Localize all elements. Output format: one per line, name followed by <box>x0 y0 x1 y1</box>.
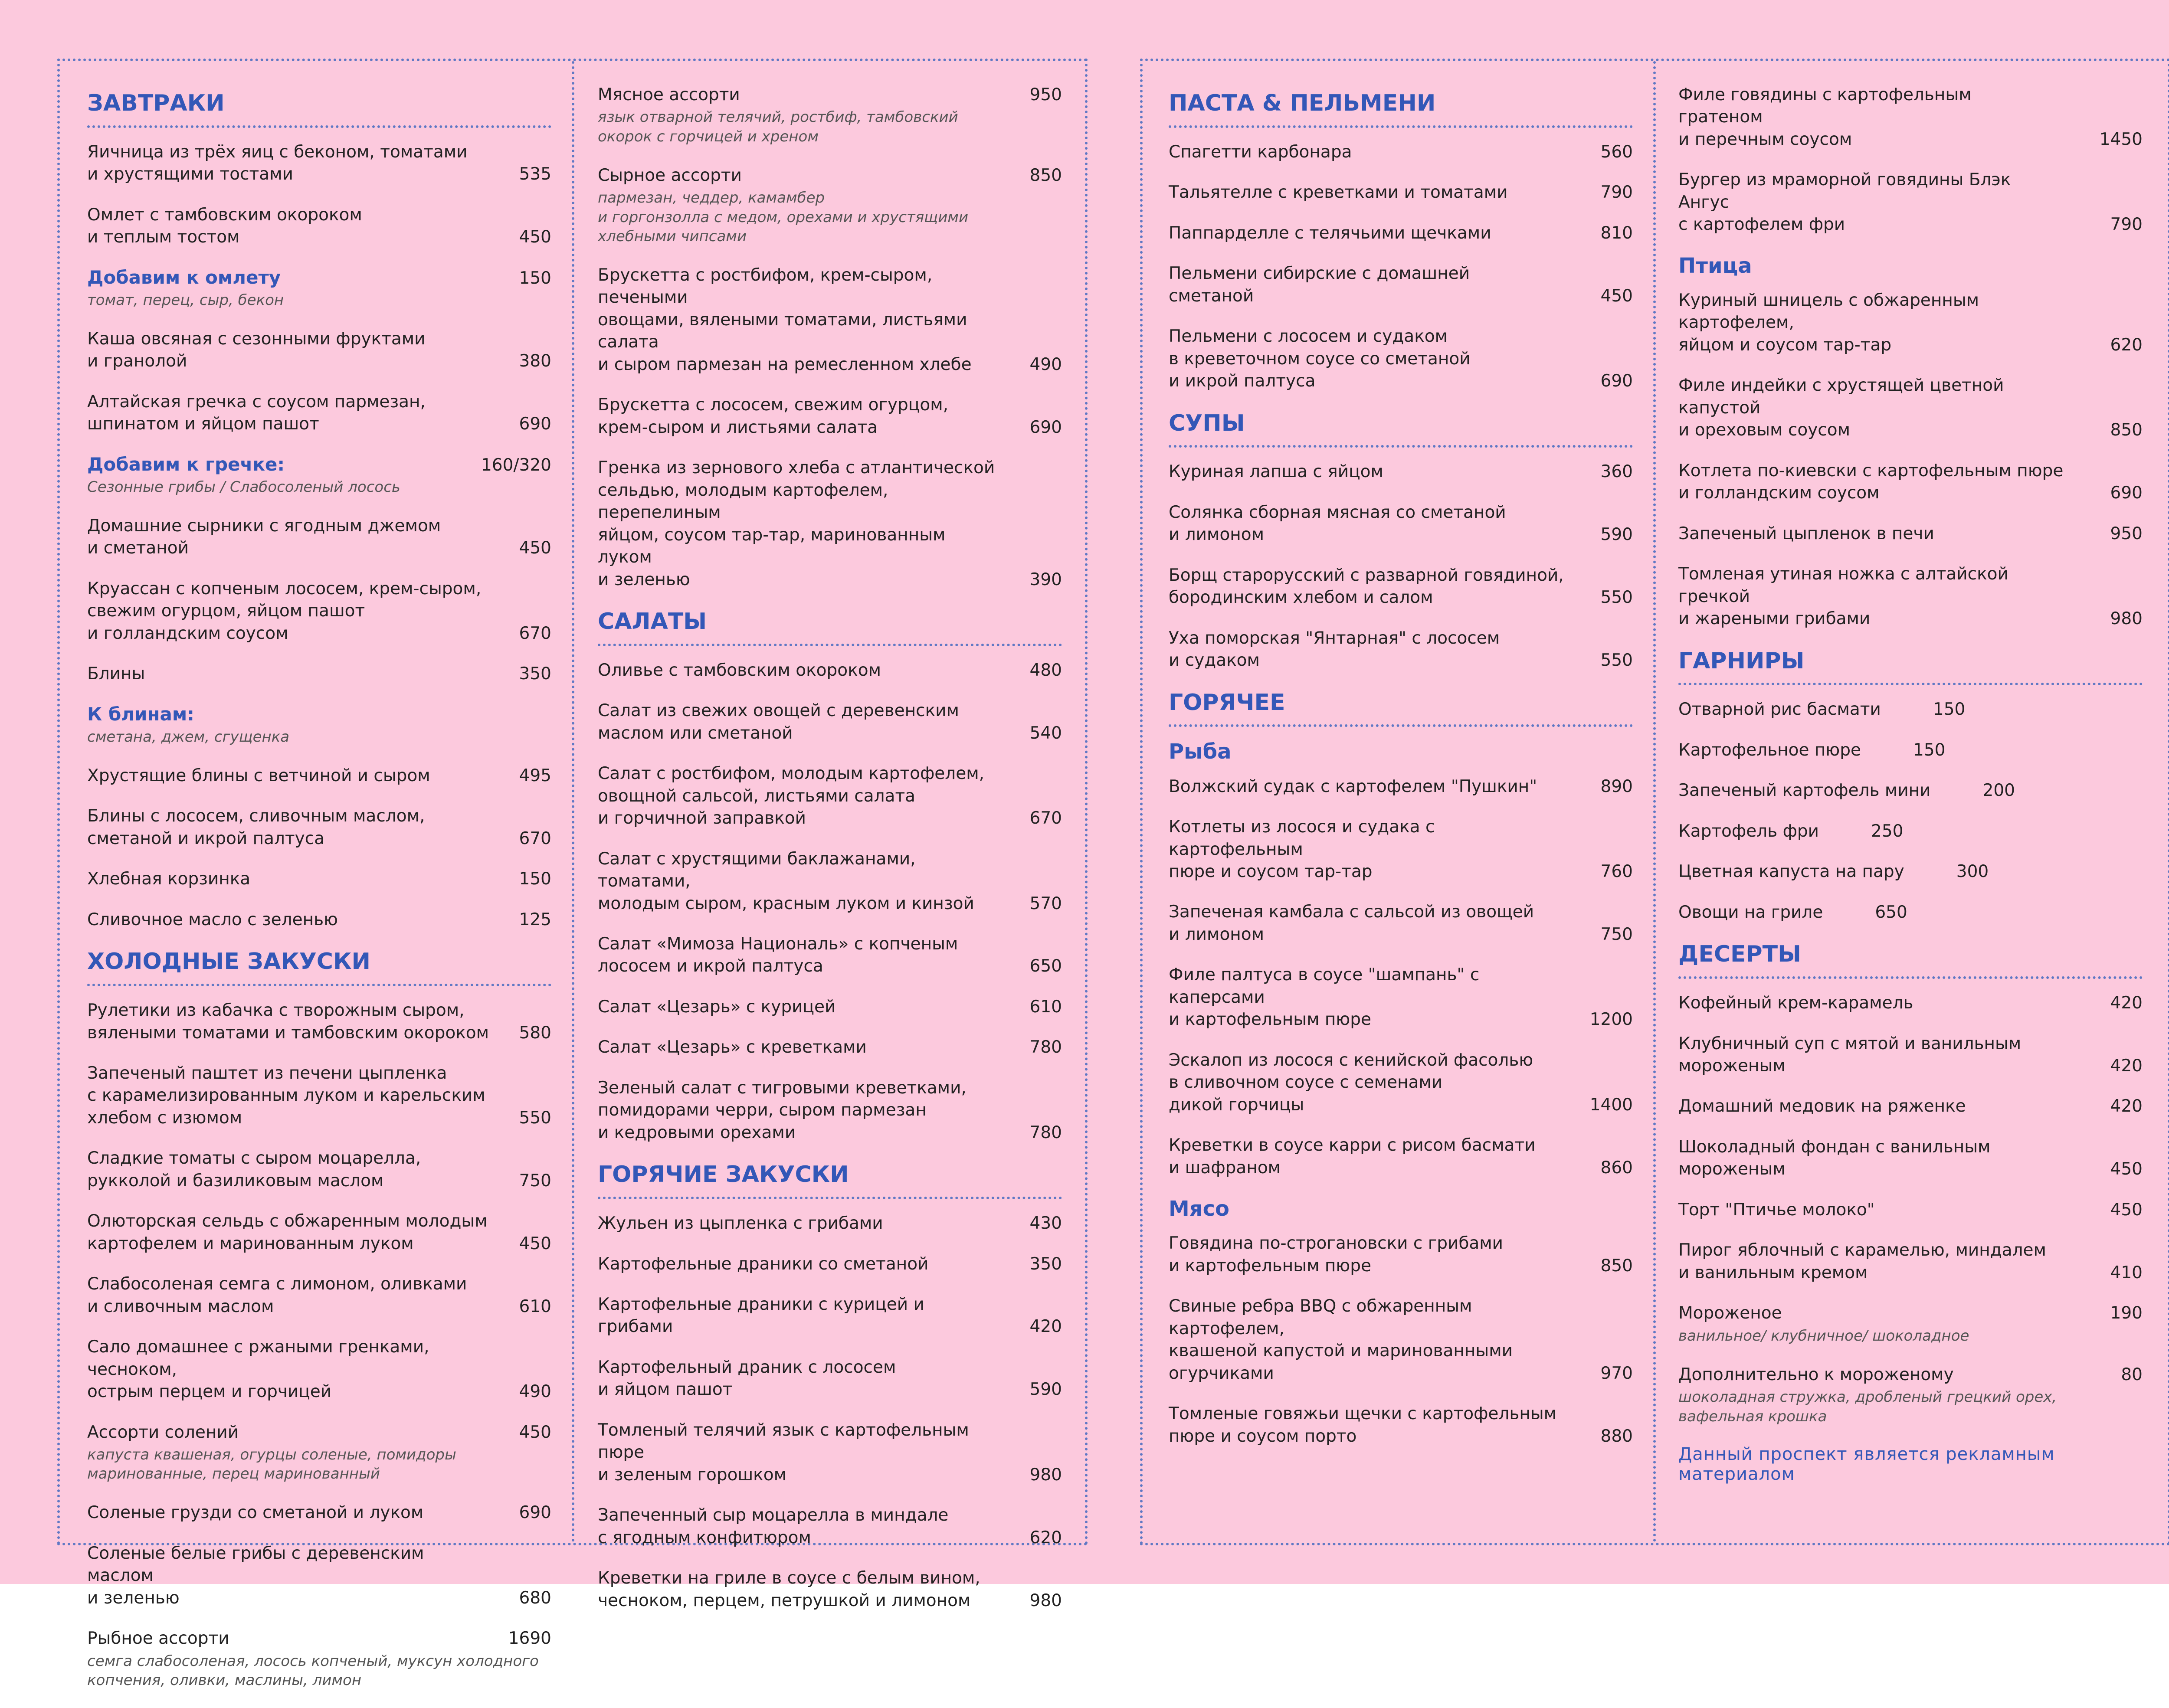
menu-item <box>87 141 551 186</box>
menu-item <box>87 515 551 560</box>
menu-item-name: Филе индейки с хрустящей цветной капустой и ореховым соусом <box>1678 376 2004 440</box>
menu-item-price: 760 <box>1600 862 1633 882</box>
menu-item-name: Домашние сырники с ягодным джемом и сметаной <box>87 516 441 558</box>
menu-item <box>87 328 551 373</box>
menu-item-price: 420 <box>2110 993 2143 1013</box>
menu-item-name: Сало домашнее с ржаными гренками, чесноком, острым перцем и горчицей <box>87 1337 429 1402</box>
menu-item <box>598 1356 1062 1401</box>
menu-item-price: 450 <box>519 1234 551 1253</box>
menu-item-price: 690 <box>1600 371 1633 391</box>
menu-item-price: 950 <box>1029 85 1062 105</box>
menu-item <box>87 765 551 787</box>
menu-item-price: 250 <box>1871 821 1904 841</box>
menu-item-name: Запеченный сыр моцарелла в миндале с ягодным конфитюром <box>598 1505 949 1548</box>
menu-item-price: 550 <box>1600 651 1633 671</box>
menu-item <box>1169 222 1633 244</box>
menu-item-price: 850 <box>1600 1256 1633 1276</box>
menu-item-price: 690 <box>1029 417 1062 437</box>
menu-item-price: 450 <box>2110 1200 2143 1220</box>
menu-item-price: 535 <box>519 164 551 184</box>
menu-item-price: 410 <box>2110 1263 2143 1283</box>
menu-item-price: 750 <box>519 1171 551 1191</box>
menu-item-price: 540 <box>1029 723 1062 743</box>
menu-item-price: 450 <box>519 227 551 247</box>
menu-item <box>1678 169 2143 236</box>
menu-item-name: Мясное ассорти <box>598 85 740 105</box>
section-heading: ПАСТА & ПЕЛЬМЕНИ <box>1169 91 1633 128</box>
menu-item-name: Зеленый салат с тигровыми креветками, помидорами черри, сыром пармезан и кедровыми орехами <box>598 1078 967 1142</box>
menu-item-name: Томленые говяжьи щечки с картофельным пюре и соусом порто <box>1169 1404 1557 1446</box>
column-divider <box>572 61 574 1543</box>
menu-item-name: Котлеты из лосося и судака с картофельным пюре и соусом тар-тар <box>1169 817 1435 882</box>
menu-item <box>1169 262 1633 307</box>
menu-item-price: 780 <box>1029 1037 1062 1057</box>
menu-item-name: Сладкие томаты с сыром моцарелла, рукколой и базиликовым маслом <box>87 1148 421 1191</box>
menu-item-name: Соленые белые грибы с деревенским маслом и зеленью <box>87 1543 424 1608</box>
menu-item <box>87 204 551 249</box>
menu-item-price: 350 <box>1029 1254 1062 1274</box>
menu-item <box>87 868 551 890</box>
menu-item-price: 680 <box>519 1588 551 1608</box>
menu-item <box>1678 1033 2143 1077</box>
menu-item <box>1169 816 1633 883</box>
menu-item-price: 495 <box>519 766 551 785</box>
section-heading: ГАРНИРЫ <box>1678 648 2143 686</box>
menu-item-price: 790 <box>2110 215 2143 235</box>
menu-item <box>1169 964 1633 1031</box>
menu-item-name: Уха поморская "Янтарная" с лососем и судаком <box>1169 628 1500 671</box>
menu-item <box>1169 181 1633 203</box>
menu-item-name: Салат с хрустящими баклажанами, томатами, молодым сыром, красным луком и кинзой <box>598 849 974 913</box>
menu-item-price: 810 <box>1600 223 1633 243</box>
menu-item <box>598 1212 1062 1234</box>
menu-item-price: 490 <box>1029 354 1062 374</box>
menu-item <box>598 1293 1062 1338</box>
menu-item-name: Картофель фри <box>1678 821 1819 841</box>
menu-item-price: 80 <box>2121 1364 2143 1384</box>
menu-item <box>1169 141 1633 163</box>
menu-item <box>1169 1049 1633 1116</box>
disclaimer-text: Данный проспект является рекламным материалом <box>1678 1444 2055 1484</box>
menu-item-price: 200 <box>1982 781 2015 801</box>
addon-price: 160/320 <box>481 455 551 475</box>
menu-item-price: 450 <box>2110 1159 2143 1179</box>
menu-item-name: Омлет с тамбовским окороком и теплым тостом <box>87 205 362 247</box>
menu-item-name: Креветки в соусе карри с рисом басмати и шафраном <box>1169 1135 1536 1178</box>
menu-item <box>1678 1095 2143 1117</box>
menu-item <box>598 457 1062 591</box>
menu-item-price: 150 <box>519 869 551 889</box>
menu-item-price: 150 <box>1933 700 1966 720</box>
menu-item-name: Каша овсяная с сезонными фруктами и гранолой <box>87 329 426 371</box>
menu-item-price: 610 <box>519 1296 551 1316</box>
menu-item <box>1169 564 1633 609</box>
menu-item <box>598 848 1062 915</box>
addon-row <box>87 703 551 725</box>
menu-item-price: 480 <box>1029 660 1062 680</box>
menu-item-price: 150 <box>1913 740 1946 760</box>
menu-item-name: Шоколадный фондан с ванильным мороженым <box>1678 1137 1991 1179</box>
menu-item-name: Картофельное пюре <box>1678 740 1861 760</box>
menu-item-name: Хлебная корзинка <box>87 869 251 889</box>
section-heading: ГОРЯЧИЕ ЗАКУСКИ <box>598 1162 1062 1199</box>
menu-item <box>1169 1134 1633 1179</box>
menu-item-price: 550 <box>1600 588 1633 608</box>
menu-item-name: Цветная капуста на пару <box>1678 862 1904 882</box>
menu-item-name: Тальятелле с креветками и томатами <box>1169 183 1508 203</box>
menu-item-name: Сырное ассорти <box>598 165 742 185</box>
menu-item-note: ванильное/ клубничное/ шоколадное <box>1678 1327 1969 1345</box>
menu-item <box>598 1419 1062 1486</box>
menu-item-name: Филе палтуса в соусе "шампань" с каперсами и картофельным пюре <box>1169 965 1480 1030</box>
menu-item-price: 190 <box>2110 1303 2143 1323</box>
menu-item-name: Паппарделле с телячьими щечками <box>1169 223 1491 243</box>
menu-item <box>598 933 1062 978</box>
menu-item <box>1678 1199 2143 1221</box>
menu-item <box>87 1147 551 1192</box>
menu-item-name: Соленые грузди со сметаной и луком <box>87 1503 424 1523</box>
menu-item-price: 1400 <box>1589 1095 1633 1115</box>
menu-item-name: Алтайская гречка с соусом пармезан, шпинатом и яйцом пашот <box>87 392 426 434</box>
menu-item-name: Гренка из зернового хлеба с атлантической сельдью, молодым картофелем, перепелиным яйцом, соусом тар-тар, маринованным луком и зеленью <box>598 458 995 589</box>
menu-item <box>87 663 551 685</box>
menu-item-name: Брускетта с лососем, свежим огурцом, крем-сыром и листьями салата <box>598 395 949 437</box>
menu-item-name: Ассорти солений <box>87 1422 239 1442</box>
menu-item-name: Оливье с тамбовским окороком <box>598 660 881 680</box>
menu-item <box>1169 1403 1633 1447</box>
menu-panel-right <box>1140 59 2169 1545</box>
menu-item-price: 890 <box>1600 776 1633 796</box>
menu-item <box>1678 698 2143 720</box>
menu-item <box>1169 1232 1633 1277</box>
addon-note: томат, перец, сыр, бекон <box>87 291 284 309</box>
menu-item-name: Салат «Цезарь» с курицей <box>598 997 836 1017</box>
menu-item-price: 690 <box>519 414 551 434</box>
menu-item <box>1169 1295 1633 1384</box>
menu-item-name: Домашний медовик на ряженке <box>1678 1096 1966 1116</box>
menu-item-name: Картофельный драник с лососем и яйцом пашот <box>598 1357 896 1400</box>
menu-item-price: 980 <box>1029 1590 1062 1610</box>
menu-item-name: Говядина по-строгановски с грибами и картофельным пюре <box>1169 1234 1504 1276</box>
section-heading: САЛАТЫ <box>598 609 1062 646</box>
menu-item <box>598 996 1062 1018</box>
menu-item-name: Спагетти карбонара <box>1169 142 1352 162</box>
menu-item-name: Томленая утиная ножка с алтайской гречкой и жареными грибами <box>1678 564 2008 629</box>
menu-item <box>1678 739 2143 761</box>
menu-item-price: 860 <box>1600 1158 1633 1178</box>
menu-item <box>1169 775 1633 798</box>
menu-item-name: Кофейный крем-карамель <box>1678 993 1913 1013</box>
menu-column-1 <box>87 84 551 1708</box>
menu-column-2 <box>598 84 1062 1630</box>
menu-item <box>598 762 1062 829</box>
addon-title: Добавим к гречке: <box>87 453 285 475</box>
menu-item-price: 1690 <box>508 1629 551 1649</box>
menu-item <box>1678 992 2143 1014</box>
menu-item-price: 570 <box>1029 893 1062 913</box>
menu-item <box>598 1036 1062 1058</box>
menu-item-name: Слабосоленая семга с лимоном, оливками и сливочным маслом <box>87 1274 467 1316</box>
menu-item-price: 420 <box>2110 1096 2143 1116</box>
menu-item <box>87 391 551 435</box>
menu-item-price: 610 <box>1029 997 1062 1017</box>
menu-item-name: Запеченый цыпленок в печи <box>1678 524 1934 543</box>
menu-item <box>598 700 1062 744</box>
menu-item-price: 490 <box>519 1382 551 1402</box>
menu-item-note: капуста квашеная, огурцы соленые, помидоры маринованные, перец маринованный <box>87 1446 456 1483</box>
menu-panel-left <box>57 59 1088 1689</box>
menu-item-price: 980 <box>2110 609 2143 629</box>
menu-item-price: 450 <box>519 538 551 558</box>
menu-item-name: Салат «Цезарь» с креветками <box>598 1037 867 1057</box>
section-heading: ДЕСЕРТЫ <box>1678 942 2143 979</box>
menu-item <box>1678 861 2143 883</box>
menu-item-price: 430 <box>1029 1214 1062 1234</box>
column-divider <box>1653 61 1656 1543</box>
menu-item <box>1678 460 2143 504</box>
menu-item-price: 690 <box>519 1503 551 1523</box>
menu-item <box>87 805 551 850</box>
menu-item-name: Мороженое <box>1678 1303 1782 1323</box>
menu-item <box>87 1502 551 1524</box>
menu-item-name: Салат с ростбифом, молодым картофелем, овощной сальсой, листьями салата и горчичной заправкой <box>598 764 985 828</box>
addon-row <box>87 454 551 475</box>
menu-item <box>1169 325 1633 392</box>
menu-item-name: Хрустящие блины с ветчиной и сыром <box>87 766 430 785</box>
menu-item-price: 380 <box>519 351 551 371</box>
menu-item <box>1169 501 1633 546</box>
menu-item <box>1678 779 2143 802</box>
menu-item-price: 350 <box>519 664 551 684</box>
menu-item <box>1678 901 2143 923</box>
menu-item <box>598 1253 1062 1275</box>
section-heading: ХОЛОДНЫЕ ЗАКУСКИ <box>87 949 551 986</box>
menu-item-name: Креветки на гриле в соусе с белым вином, чесноком, перцем, петрушкой и лимоном <box>598 1568 980 1610</box>
menu-item-price: 950 <box>2110 524 2143 543</box>
addon-row <box>87 267 551 288</box>
menu-item <box>87 1210 551 1255</box>
menu-item <box>1678 820 2143 842</box>
menu-item-price: 300 <box>1956 862 1989 882</box>
menu-item-price: 590 <box>1029 1380 1062 1400</box>
menu-item <box>87 909 551 931</box>
menu-item-price: 590 <box>1600 525 1633 545</box>
menu-item-price: 450 <box>519 1422 551 1442</box>
menu-item-name: Бургер из мраморной говядины Блэк Ангус с картофелем фри <box>1678 170 2011 235</box>
menu-item-price: 850 <box>2110 420 2143 440</box>
menu-item <box>1678 1239 2143 1284</box>
menu-item <box>1169 461 1633 483</box>
menu-column-4 <box>1678 84 2143 1484</box>
menu-item-price: 620 <box>2110 335 2143 355</box>
menu-item <box>87 1336 551 1403</box>
menu-item <box>1678 289 2143 356</box>
menu-item-name: Пельмени сибирские с домашней сметаной <box>1169 264 1470 306</box>
menu-item <box>87 1542 551 1609</box>
menu-item-price: 670 <box>1029 808 1062 828</box>
menu-item <box>598 394 1062 438</box>
menu-item <box>1678 374 2143 441</box>
menu-item-name: Пельмени с лососем и судаком в креветочном соусе со сметаной и икрой палтуса <box>1169 327 1471 391</box>
menu-item-price: 980 <box>1029 1465 1062 1485</box>
menu-item <box>1678 1136 2143 1181</box>
menu-item <box>1169 627 1633 672</box>
menu-item-name: Отварной рис басмати <box>1678 700 1881 720</box>
menu-item-price: 550 <box>519 1108 551 1128</box>
menu-item-name: Томленый телячий язык с картофельным пюре и зеленым горошком <box>598 1420 969 1485</box>
menu-item-price: 620 <box>1029 1528 1062 1548</box>
menu-item-price: 420 <box>2110 1056 2143 1076</box>
menu-item-name: Жульен из цыпленка с грибами <box>598 1214 883 1234</box>
menu-item-note: язык отварной телячий, ростбиф, тамбовский окорок с горчицей и хреном <box>598 108 958 145</box>
addon-note: сметана, джем, сгущенка <box>87 728 290 746</box>
menu-item-name: Клубничный суп с мятой и ванильным мороженым <box>1678 1034 2022 1076</box>
menu-item-name: Котлета по-киевски с картофельным пюре и голландским соусом <box>1678 461 2064 503</box>
menu-item-name: Рулетики из кабачка с творожным сыром, вялеными томатами и тамбовским окороком <box>87 1001 489 1043</box>
menu-item <box>598 164 1062 187</box>
menu-item-name: Яичница из трёх яиц с беконом, томатами и хрустящими тостами <box>87 142 468 184</box>
menu-item <box>87 1627 551 1649</box>
menu-item-name: Блины с лососем, сливочным маслом, сметаной и икрой палтуса <box>87 806 425 848</box>
menu-item <box>87 1062 551 1129</box>
section-heading: ЗАВТРАКИ <box>87 91 551 128</box>
addon-title: К блинам: <box>87 703 194 725</box>
menu-item <box>598 264 1062 376</box>
menu-item-price: 450 <box>1600 286 1633 306</box>
menu-item-price: 420 <box>1029 1317 1062 1337</box>
menu-item-name: Олюторская сельдь с обжаренным молодым картофелем и маринованным луком <box>87 1211 488 1253</box>
menu-item-price: 970 <box>1600 1363 1633 1383</box>
menu-item <box>598 659 1062 681</box>
menu-item <box>1169 901 1633 946</box>
menu-item <box>1678 84 2143 151</box>
section-heading: СУПЫ <box>1169 411 1633 448</box>
menu-item-price: 850 <box>1029 165 1062 185</box>
menu-item-name: Запеченый картофель мини <box>1678 781 1931 801</box>
menu-item-name: Куриная лапша с яйцом <box>1169 462 1383 482</box>
menu-item-price: 690 <box>2110 483 2143 503</box>
menu-item <box>598 1077 1062 1144</box>
menu-item-price: 650 <box>1029 956 1062 976</box>
menu-item-name: Картофельные драники с курицей и грибами <box>598 1295 924 1337</box>
addon-title: Добавим к омлету <box>87 266 281 288</box>
menu-item-name: Эскалоп из лосося с кенийской фасолью в сливочном соусе с семенами дикой горчицы <box>1169 1050 1533 1115</box>
menu-item-name: Картофельные драники со сметаной <box>598 1254 929 1274</box>
menu-item-name: Борщ старорусский с разварной говядиной, бородинским хлебом и салом <box>1169 565 1564 608</box>
menu-item <box>1678 1364 2143 1386</box>
menu-item-note: пармезан, чеддер, камамбер и горгонзолла с медом, орехами и хрустящими хлебными чипсами <box>598 189 969 245</box>
menu-item-price: 880 <box>1600 1426 1633 1446</box>
menu-item-name: Волжский судак с картофелем "Пушкин" <box>1169 776 1537 796</box>
menu-item-price: 560 <box>1600 142 1633 162</box>
menu-item-name: Свиные ребра BBQ с обжаренным картофелем, квашеной капустой и маринованными огурчиками <box>1169 1296 1513 1383</box>
subsection-heading: Птица <box>1678 253 1752 278</box>
menu-item-name: Солянка сборная мясная со сметаной и лимоном <box>1169 502 1506 545</box>
menu-item <box>598 84 1062 106</box>
menu-item-note: шоколадная стружка, дробленый грецкий орех, вафельная крошка <box>1678 1388 2057 1425</box>
menu-item-name: Торт "Птичье молоко" <box>1678 1200 1875 1220</box>
menu-item <box>1678 1302 2143 1324</box>
menu-item-price: 750 <box>1600 924 1633 944</box>
menu-item-name: Пирог яблочный с карамелью, миндалем и ванильным кремом <box>1678 1240 2046 1283</box>
subsection-heading: Рыба <box>1169 739 1232 764</box>
menu-item-price: 1200 <box>1589 1010 1633 1030</box>
menu-item-price: 670 <box>519 828 551 848</box>
menu-item <box>598 1567 1062 1612</box>
menu-item-price: 125 <box>519 910 551 929</box>
addon-price: 150 <box>519 268 551 288</box>
menu-item-name: Салат «Мимоза Националь» с копченым лососем и икрой палтуса <box>598 934 958 976</box>
menu-item-price: 780 <box>1029 1122 1062 1142</box>
menu-item-name: Куриный шницель с обжаренным картофелем, яйцом и соусом тар-тар <box>1678 291 1979 355</box>
menu-item <box>1678 563 2143 630</box>
section-heading: ГОРЯЧЕЕ <box>1169 690 1633 727</box>
menu-item-name: Брускетта с ростбифом, крем-сыром, печеными овощами, вялеными томатами, листьями салата и сыром пармезан на ремесленном хлебе <box>598 265 972 374</box>
menu-item-price: 650 <box>1875 902 1907 922</box>
menu-item-name: Сливочное масло с зеленью <box>87 910 338 929</box>
menu-item-price: 1450 <box>2099 129 2143 149</box>
menu-item-name: Овощи на гриле <box>1678 902 1823 922</box>
menu-item-name: Блины <box>87 664 145 684</box>
menu-item-name: Запеченая камбала с сальсой из овощей и лимоном <box>1169 902 1534 944</box>
menu-item <box>87 1421 551 1443</box>
menu-item-name: Филе говядины с картофельным гратеном и перечным соусом <box>1678 85 1972 149</box>
menu-item <box>598 1504 1062 1549</box>
menu-column-3 <box>1169 84 1633 1466</box>
menu-item <box>87 1273 551 1318</box>
menu-item-name: Запеченый паштет из печени цыпленка с карамелизированным луком и карельским хлебом с изюмом <box>87 1063 485 1128</box>
menu-item-name: Рыбное ассорти <box>87 1629 229 1649</box>
menu-item <box>87 999 551 1044</box>
menu-item-price: 580 <box>519 1023 551 1043</box>
subsection-heading: Мясо <box>1169 1197 1230 1221</box>
menu-item-price: 670 <box>519 623 551 643</box>
menu-item-name: Салат из свежих овощей с деревенским маслом или сметаной <box>598 701 959 743</box>
menu-item-note: семга слабосоленая, лосось копченый, муксун холодного копчения, оливки, маслины, лимон <box>87 1652 539 1689</box>
addon-note: Сезонные грибы / Слабосоленый лосось <box>87 478 400 496</box>
menu-item <box>1678 523 2143 545</box>
menu-item-name: Круассан с копченым лососем, крем-сыром, свежим огурцом, яйцом пашот и голландским соусом <box>87 579 482 643</box>
menu-item-price: 390 <box>1029 569 1062 589</box>
menu-item <box>87 578 551 645</box>
menu-item-price: 790 <box>1600 183 1633 203</box>
menu-item-price: 360 <box>1600 462 1633 482</box>
menu-item-name: Дополнительно к мороженому <box>1678 1364 1954 1384</box>
